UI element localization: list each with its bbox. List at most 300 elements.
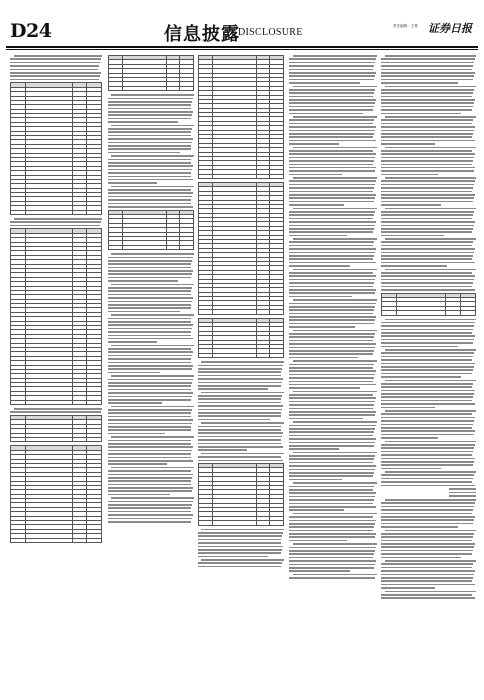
table-row [109, 86, 194, 90]
data-table [198, 55, 284, 179]
text-line [381, 506, 474, 508]
text-line [289, 150, 373, 152]
text-line [381, 550, 473, 552]
text-line [381, 400, 472, 402]
text-line [381, 386, 472, 388]
text-line [289, 75, 375, 77]
text-line [108, 138, 193, 140]
text-line [289, 489, 373, 491]
text-line [111, 155, 194, 157]
text-line [10, 58, 101, 60]
editor-line: 责任编辑：王栋 [392, 24, 418, 28]
text-line [381, 329, 473, 331]
text-block [10, 408, 102, 413]
text-line [381, 587, 435, 589]
table-cell [122, 245, 166, 249]
text-line [381, 346, 458, 348]
text-line [381, 342, 473, 344]
text-line [108, 372, 160, 374]
masthead-rule-thin [6, 49, 478, 50]
text-line [289, 374, 375, 376]
text-line [289, 340, 373, 342]
text-line [108, 382, 192, 384]
text-line [289, 486, 374, 488]
text-line [289, 350, 374, 352]
text-line [381, 167, 475, 169]
text-line [381, 286, 472, 288]
text-line [289, 564, 375, 566]
table-cell [270, 174, 284, 178]
text-line [108, 355, 192, 357]
column-5 [381, 54, 476, 692]
text-line [381, 62, 474, 64]
text-line [108, 307, 191, 309]
text-line [289, 245, 373, 247]
text-line [293, 208, 377, 210]
text-line [289, 211, 375, 213]
text-line [381, 597, 475, 599]
text-line [10, 79, 99, 81]
text-block [108, 253, 194, 522]
text-line [198, 436, 282, 438]
text-line [289, 184, 375, 186]
text-line [289, 472, 374, 474]
text-line [289, 448, 339, 450]
text-line [293, 238, 377, 240]
text-line [289, 431, 374, 433]
text-line [289, 82, 360, 84]
text-block [381, 319, 476, 487]
table-row [199, 353, 284, 357]
text-line [381, 437, 438, 439]
text-line [10, 411, 101, 413]
text-line [108, 379, 193, 381]
text-line [108, 328, 192, 330]
text-line [381, 523, 473, 525]
text-line [381, 513, 472, 515]
text-line [381, 241, 473, 243]
text-line [198, 542, 281, 544]
text-block [10, 218, 102, 226]
text-line [289, 475, 373, 477]
text-line [198, 556, 268, 558]
text-line [289, 567, 374, 569]
text-line [198, 395, 282, 397]
text-line [108, 514, 193, 516]
signature-line [449, 492, 476, 494]
table-cell [212, 174, 256, 178]
text-line [198, 405, 283, 407]
table-cell [397, 311, 446, 315]
text-line [198, 549, 282, 551]
text-line [385, 319, 476, 321]
text-line [108, 470, 191, 472]
text-line [381, 69, 472, 71]
text-line [289, 194, 376, 196]
text-line [381, 126, 475, 128]
table-cell [25, 437, 72, 441]
text-line [381, 184, 474, 186]
text-line [108, 335, 191, 337]
text-line [108, 453, 191, 455]
table-row [382, 311, 476, 315]
page-number: D24 [10, 20, 52, 42]
text-line [289, 258, 373, 260]
text-line [289, 143, 339, 145]
text-line [381, 526, 458, 528]
text-line [108, 521, 191, 523]
text-line [381, 390, 475, 392]
text-line [289, 289, 376, 291]
text-line [289, 316, 376, 318]
text-line [381, 194, 475, 196]
text-line [198, 546, 283, 548]
text-line [289, 231, 373, 233]
text-line [381, 577, 473, 579]
text-line [201, 529, 284, 531]
text-line [289, 62, 375, 64]
masthead [6, 20, 478, 44]
text-line [385, 530, 476, 532]
text-line [198, 402, 281, 404]
text-line [381, 289, 475, 291]
text-line [381, 164, 472, 166]
text-line [10, 75, 100, 77]
text-line [198, 385, 281, 387]
text-line [289, 530, 373, 532]
text-line [381, 160, 473, 162]
table-cell [166, 86, 180, 90]
text-line [381, 109, 472, 111]
text-line [108, 159, 191, 161]
text-line [289, 191, 373, 193]
text-line [201, 559, 284, 561]
text-block [381, 499, 476, 599]
text-line [293, 452, 377, 454]
text-block [198, 361, 284, 461]
text-line [289, 509, 344, 511]
text-line [111, 253, 194, 255]
text-line [381, 403, 475, 405]
table-cell [72, 538, 87, 542]
text-line [289, 404, 374, 406]
text-line [381, 204, 441, 206]
text-line [108, 318, 191, 320]
text-line [289, 255, 374, 257]
text-line [289, 425, 376, 427]
text-line [108, 429, 191, 431]
text-line [289, 272, 373, 274]
data-table [10, 82, 102, 215]
text-line [108, 257, 193, 259]
text-line [289, 319, 375, 321]
text-line [289, 136, 373, 138]
text-line [108, 182, 157, 184]
text-line [381, 352, 474, 354]
text-line [381, 553, 472, 555]
text-line [10, 221, 101, 223]
text-line [108, 474, 193, 476]
text-line [108, 176, 191, 178]
text-line [289, 462, 373, 464]
text-line [108, 121, 178, 123]
text-line [108, 362, 191, 364]
text-line [385, 269, 476, 271]
table-cell [87, 437, 102, 441]
text-line [198, 419, 270, 421]
text-line [381, 143, 435, 145]
text-line [289, 106, 374, 108]
text-line [381, 322, 475, 324]
text-line [289, 343, 376, 345]
table-cell [11, 400, 26, 404]
text-line [198, 532, 283, 534]
table-cell [212, 521, 256, 525]
text-line [108, 426, 191, 428]
table-cell [25, 400, 72, 404]
text-line [108, 277, 191, 279]
text-line [289, 520, 376, 522]
text-line [289, 469, 375, 471]
text-line [289, 560, 376, 562]
text-line [289, 347, 375, 349]
text-line [289, 282, 374, 284]
text-line [381, 424, 473, 426]
text-line [293, 55, 377, 57]
text-line [108, 145, 191, 147]
text-line [381, 106, 473, 108]
table-row [11, 400, 102, 404]
text-line [289, 408, 373, 410]
table-cell [87, 400, 102, 404]
text-line [289, 102, 375, 104]
text-line [381, 454, 472, 456]
text-line [289, 79, 374, 81]
text-line [198, 566, 281, 568]
text-line [289, 333, 375, 335]
text-line [108, 392, 193, 394]
text-line [381, 325, 474, 327]
text-line [289, 265, 350, 267]
text-line [108, 507, 191, 509]
text-line [289, 353, 373, 355]
text-line [381, 407, 435, 409]
table-cell [87, 538, 102, 542]
text-line [198, 429, 281, 431]
text-line [108, 338, 193, 340]
text-line [289, 550, 375, 552]
text-line [381, 363, 475, 365]
text-line [381, 170, 474, 172]
table-cell [199, 310, 213, 314]
table-cell [256, 310, 270, 314]
table-row [109, 245, 194, 249]
text-line [381, 133, 473, 135]
text-line [289, 89, 375, 91]
table-cell [122, 86, 166, 90]
text-line [198, 375, 281, 377]
text-line [381, 150, 472, 152]
text-line [289, 286, 373, 288]
text-line [108, 165, 193, 167]
text-line [108, 348, 191, 350]
text-line [381, 136, 472, 138]
text-line [289, 303, 376, 305]
text-line [385, 591, 476, 593]
text-line [108, 321, 191, 323]
table-cell [212, 353, 256, 357]
table-cell [382, 311, 397, 315]
text-line [381, 359, 472, 361]
text-line [289, 309, 374, 311]
text-line [198, 460, 283, 462]
text-line [289, 479, 342, 481]
section-title-en: DISCLOSURE [238, 27, 303, 38]
text-line [111, 284, 194, 286]
text-line [289, 367, 373, 369]
text-line [10, 69, 98, 71]
text-line [198, 388, 268, 390]
text-line [289, 140, 376, 142]
text-line [289, 221, 376, 223]
text-line [10, 65, 99, 67]
table-cell [199, 521, 213, 525]
text-line [289, 526, 374, 528]
text-line [108, 304, 191, 306]
newspaper-logo: 证券日报 [428, 22, 472, 35]
text-line [198, 382, 282, 384]
text-line [108, 365, 193, 367]
text-line [111, 467, 194, 469]
text-line [108, 409, 192, 411]
text-line [14, 408, 102, 410]
text-line [289, 428, 375, 430]
text-line [198, 456, 281, 458]
text-line [381, 99, 475, 101]
text-line [108, 206, 193, 208]
text-line [111, 497, 194, 499]
text-line [289, 153, 376, 155]
text-line [10, 225, 100, 227]
text-line [381, 65, 473, 67]
text-line [289, 241, 374, 243]
text-line [381, 255, 473, 257]
text-line [381, 214, 473, 216]
table-row [11, 538, 102, 542]
text-line [198, 552, 281, 554]
text-line [10, 62, 100, 64]
text-line [385, 380, 476, 382]
text-line [381, 458, 475, 460]
text-line [108, 351, 193, 353]
text-line [289, 557, 373, 559]
text-line [198, 412, 281, 414]
text-line [381, 427, 472, 429]
text-line [108, 511, 191, 513]
text-line [381, 447, 474, 449]
text-line [381, 130, 474, 132]
text-line [108, 311, 180, 313]
table-cell [166, 245, 180, 249]
text-line [289, 296, 352, 298]
text-line [381, 444, 475, 446]
table-cell [256, 353, 270, 357]
text-line [201, 392, 284, 394]
text-line [385, 349, 476, 351]
text-line [108, 494, 170, 496]
text-line [289, 414, 375, 416]
text-line [198, 539, 281, 541]
text-line [381, 451, 473, 453]
text-line [108, 101, 192, 103]
text-line [381, 225, 474, 227]
text-block [381, 55, 476, 291]
text-line [381, 272, 472, 274]
text-line [108, 169, 192, 171]
table-cell [180, 86, 194, 90]
table-cell [72, 400, 87, 404]
text-line [293, 330, 377, 332]
table-cell [212, 310, 256, 314]
table-cell [11, 210, 26, 214]
text-line [108, 504, 192, 506]
column-3 [198, 54, 284, 692]
text-line [108, 260, 192, 262]
text-line [289, 275, 376, 277]
text-line [381, 533, 474, 535]
text-line [289, 401, 375, 403]
data-table [10, 228, 102, 405]
text-line [289, 570, 350, 572]
text-line [381, 584, 475, 586]
text-line [289, 377, 374, 379]
text-line [108, 287, 192, 289]
text-line [293, 543, 377, 545]
text-line [289, 370, 376, 372]
masthead-rule [6, 46, 478, 48]
text-line [381, 430, 475, 432]
text-line [289, 387, 360, 389]
text-line [381, 282, 473, 284]
text-line [381, 335, 475, 337]
table-row [199, 174, 284, 178]
table-cell [72, 437, 87, 441]
text-line [108, 192, 193, 194]
text-line [108, 358, 191, 360]
text-line [385, 147, 476, 149]
text-line [289, 160, 374, 162]
text-line [108, 263, 191, 265]
text-line [381, 102, 474, 104]
data-table [198, 182, 284, 315]
text-line [289, 381, 373, 383]
text-line [201, 422, 284, 424]
text-line [381, 509, 473, 511]
text-line [289, 458, 374, 460]
text-line [108, 172, 191, 174]
text-line [108, 490, 192, 492]
text-line [381, 369, 473, 371]
table-cell [109, 86, 123, 90]
text-line [198, 443, 281, 445]
text-line [289, 306, 375, 308]
text-line [381, 140, 475, 142]
text-line [198, 449, 247, 451]
text-line [381, 252, 474, 254]
text-line [381, 366, 474, 368]
text-line [381, 468, 441, 470]
text-block [198, 529, 284, 568]
